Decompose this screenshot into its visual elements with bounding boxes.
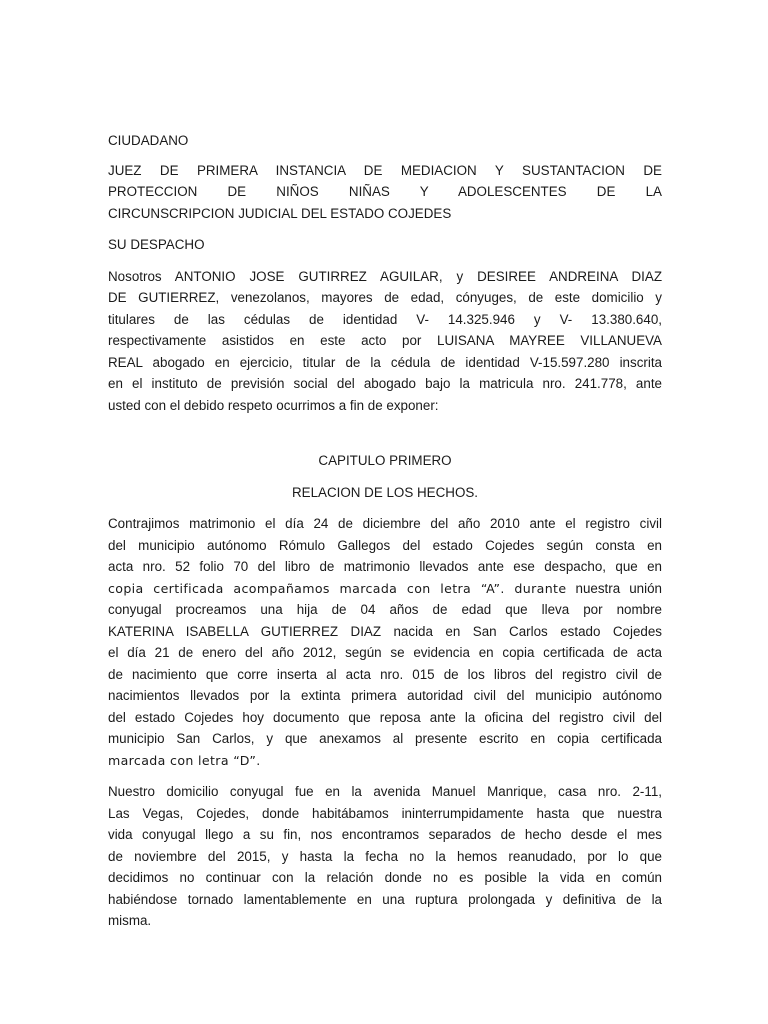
facts-line: habiéndose tornado lamentablemente en una ruptura prolongada y definitiva de la bbox=[108, 891, 662, 907]
facts-line: de nacimiento que corre inserta al acta nro. 015 de los libros del registro civil de bbox=[108, 666, 662, 682]
facts-line: Las Vegas, Cojedes, donde habitábamos ininterrumpidamente hasta que nuestra bbox=[108, 805, 662, 821]
addressee-line: JUEZ DE PRIMERA INSTANCIA DE MEDIACION Y SUSTANTACION DE bbox=[108, 162, 662, 178]
intro-line: usted con el debido respeto ocurrimos a fin de exponer: bbox=[108, 397, 439, 413]
facts-line: decidimos no continuar con la relación donde no es posible la vida en común bbox=[108, 870, 662, 885]
facts-line bbox=[108, 750, 662, 772]
facts-paragraph-1 bbox=[108, 513, 662, 771]
facts-line: Nuestro domicilio conyugal fue en la avenida Manuel Manrique, casa nro. 2-11, bbox=[108, 784, 662, 799]
facts-line: conyugal procreamos una hija de 04 años de edad que lleva por nombre bbox=[108, 602, 662, 617]
facts-line: el día 21 de enero del año 2012, según se evidencia en copia certificada de acta bbox=[108, 645, 662, 660]
document-page bbox=[108, 130, 662, 942]
facts-line: municipio San Carlos, y que anexamos al presente escrito en copia certificada bbox=[108, 731, 662, 746]
facts-line-alt-segment: marcada con letra “D”. bbox=[108, 752, 261, 768]
addressee-line: CIRCUNSCRIPCION JUDICIAL DEL ESTADO COJEDES bbox=[108, 205, 452, 221]
facts-line: nacimientos llevados por la extinta primera autoridad civil del municipio autónomo bbox=[108, 688, 662, 703]
addressee bbox=[108, 160, 662, 225]
office-line: SU DESPACHO bbox=[108, 237, 205, 252]
intro-line: en el instituto de previsión social del abogado bajo la matricula nro. 241.778, ante bbox=[108, 376, 662, 391]
facts-line: acta nro. 52 folio 70 del libro de matrimonio llevados ante ese despacho, que en bbox=[108, 559, 662, 574]
intro-line: titulares de las cédulas de identidad V- 14.325.946 y V- 13.380.640, bbox=[108, 311, 662, 327]
facts-line-alt-segment: copia certificada acompañamos marcada con letra “A”. durante bbox=[108, 580, 567, 596]
salutation: CIUDADANO bbox=[108, 133, 189, 148]
facts-line: KATERINA ISABELLA GUTIERREZ DIAZ nacida en San Carlos estado Cojedes bbox=[108, 623, 662, 639]
facts-paragraph-2 bbox=[108, 781, 662, 932]
addressee-line: PROTECCION DE NIÑOS NIÑAS Y ADOLESCENTES DE LA bbox=[108, 184, 662, 199]
chapter-subtitle: RELACION DE LOS HECHOS. bbox=[291, 484, 479, 500]
facts-line: del municipio autónomo Rómulo Gallegos del estado Cojedes según consta en bbox=[108, 537, 662, 553]
facts-line: vida conyugal llego a su fin, nos encontramos separados de hecho desde el mes bbox=[108, 827, 662, 842]
facts-line-segment: nuestra unión bbox=[566, 580, 662, 596]
facts-line: de noviembre del 2015, y hasta la fecha no la hemos reanudado, por lo que bbox=[108, 848, 662, 864]
facts-line: misma. bbox=[108, 913, 152, 928]
intro-line: DE GUTIERREZ, venezolanos, mayores de edad, cónyuges, de este domicilio y bbox=[108, 290, 662, 305]
chapter-title: CAPITULO PRIMERO bbox=[318, 453, 452, 468]
intro-line: REAL abogado en ejercicio, titular de la cédula de identidad V-15.597.280 inscrita bbox=[108, 354, 662, 370]
facts-line: del estado Cojedes hoy documento que reposa ante la oficina del registro civil del bbox=[108, 709, 662, 725]
intro-line: Nosotros ANTONIO JOSE GUTIRREZ AGUILAR, y DESIREE ANDREINA DIAZ bbox=[108, 268, 662, 284]
facts-line: Contrajimos matrimonio el día 24 de diciembre del año 2010 ante el registro civil bbox=[108, 516, 662, 531]
intro-paragraph bbox=[108, 266, 662, 417]
facts-line bbox=[108, 578, 662, 600]
intro-line: respectivamente asistidos en este acto por LUISANA MAYREE VILLANUEVA bbox=[108, 333, 662, 348]
